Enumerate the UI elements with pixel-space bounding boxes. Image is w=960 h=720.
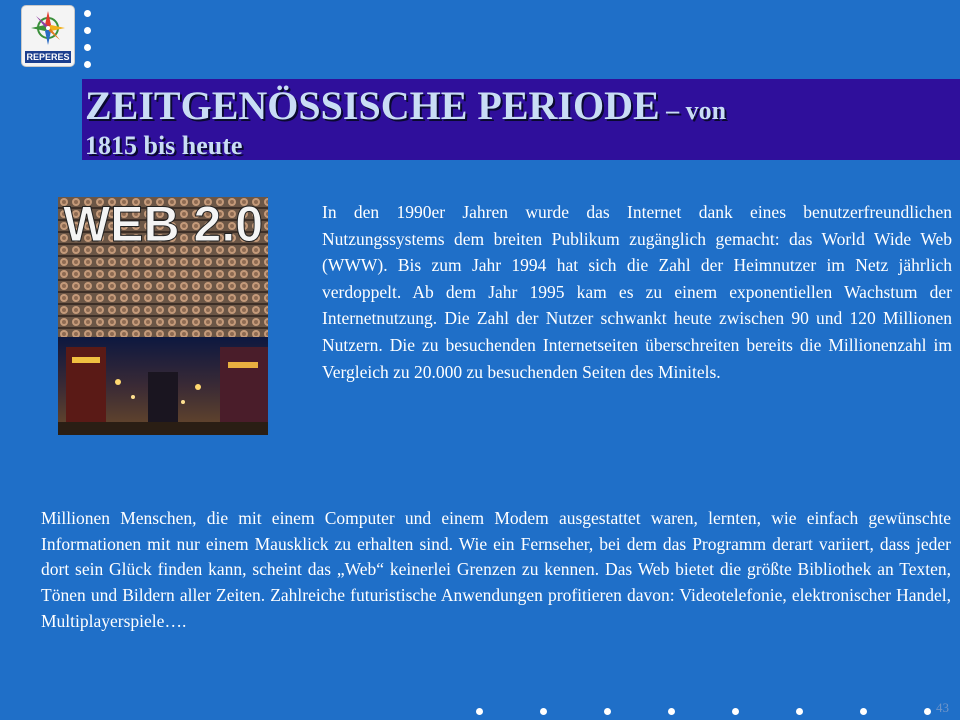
web-logo-text: WEB 2.0 <box>62 197 264 252</box>
intro-paragraph: In den 1990er Jahren wurde das Internet dank eines benutzerfreundlichen Nutzungssystems dem breiten Publikum zugänglich gemacht: das World Wide Web (WWW). Bis zum Jahr 1994 hat sich die Zahl der Heimnutzer im Netz jährlich verdoppelt. Ab dem Jahr 1995 kam es zu einem exponentiellen Wachstum der Internetnutzung. Die Zahl der Nutzer schwankt heute zwischen 90 und 120 Millionen Nutzern. Die zu besuchenden Internetseiten überschreiten bereits die Millionenzahl im Vergleich zu 20.000 zu besuchenden Seiten des Minitels. <box>322 202 952 382</box>
title-line2: 1815 bis heute <box>85 131 243 160</box>
page-number: 43 <box>936 700 949 715</box>
logo-label: REPERES <box>26 52 70 62</box>
vertical-dots-decoration <box>84 8 94 70</box>
title-sub: – von <box>659 96 727 125</box>
slide-title <box>85 82 885 161</box>
reperes-logo <box>22 6 74 66</box>
horizontal-dots-decoration <box>476 708 936 716</box>
body-paragraph: Millionen Menschen, die mit einem Computer und einem Modem ausgestattet waren, lernten, wie einfach gewünschte Informationen mit nur einem Mausklick zu erhalten sind. Wie ein Fernseher, bei dem das Programm derart variiert, dass jeder dort sein Glück finden kann, scheint das „Web“ keinerlei Grenzen zu kennen. Das Web bietet die größte Bibliothek an Texten, Tönen und Bildern aller Zeiten. Zahlreiche futuristische Anwendungen profitieren davon: Videotelefonie, elektronischer Handel, Multiplayerspiele…. <box>41 508 951 631</box>
title-main: ZEITGENÖSSISCHE PERIODE <box>85 83 660 128</box>
compass-rose-icon <box>30 10 66 46</box>
web-collage-image <box>58 197 268 435</box>
